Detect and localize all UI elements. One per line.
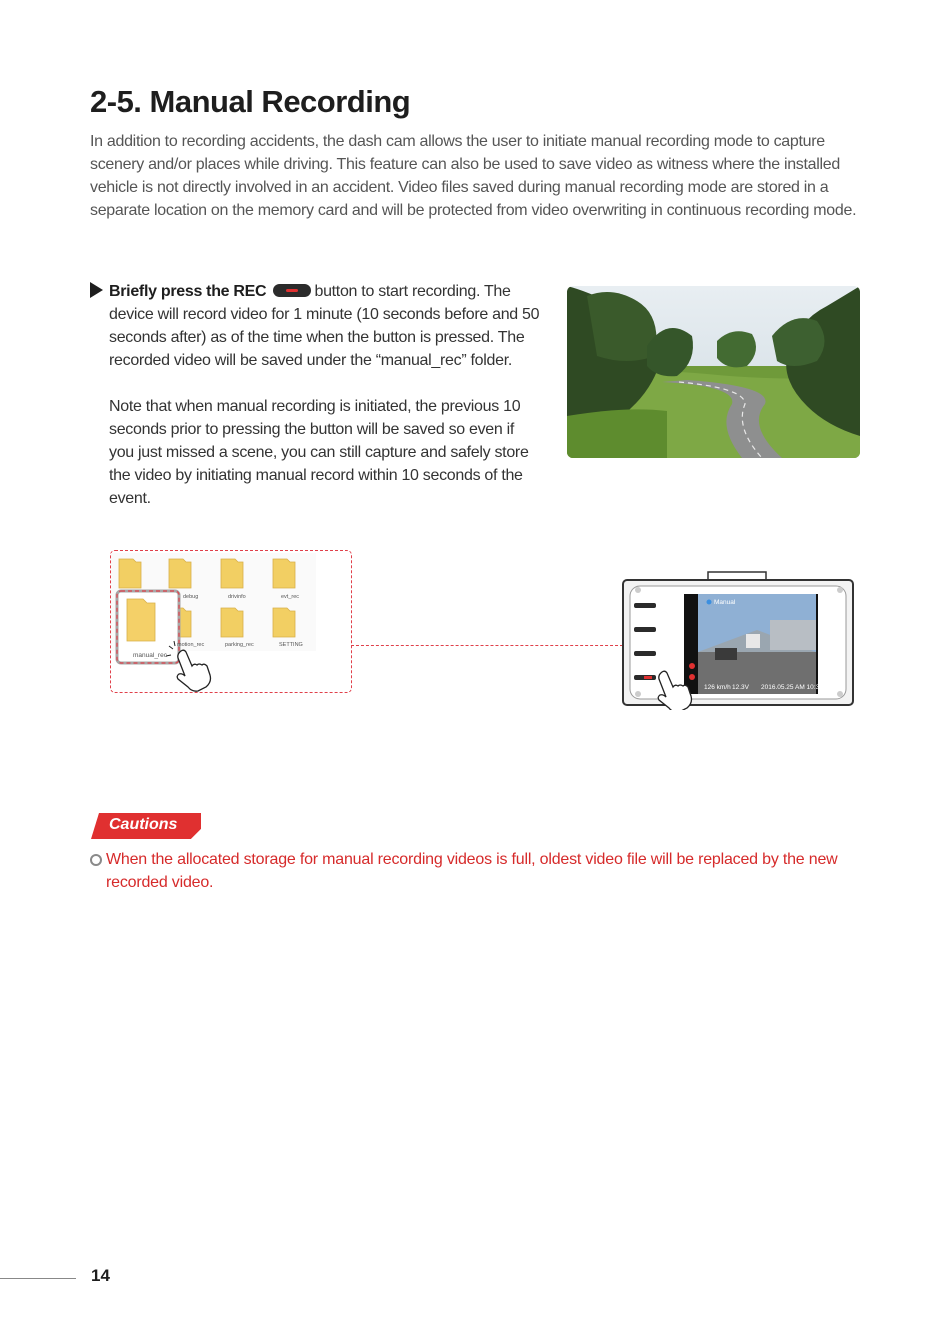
screen-voltage: 12.3V bbox=[732, 684, 749, 691]
screen-speed: 126 km/h bbox=[704, 684, 731, 691]
rec-button-icon bbox=[273, 284, 311, 297]
folder-label: drivinfo bbox=[228, 594, 246, 600]
cautions-label: Cautions bbox=[109, 816, 178, 833]
dashcam-device bbox=[620, 570, 856, 710]
folder-label: motion_rec bbox=[177, 642, 205, 648]
step-bold-text: Briefly press the REC bbox=[109, 283, 267, 300]
folder-label: evt_rec bbox=[281, 594, 300, 600]
folder-label: debug bbox=[183, 594, 199, 600]
intro-paragraph: In addition to recording accidents, the dash cam allows the user to initiate manual recording mode to capture scenery and/or places while driving. This feature can also be used to save video as witness where the installed vehicle is not directly involved in an accident. Video files saved during manual recording mode are stored in a separate location on the memory card and will be protected from video overwriting in continuous recording mode. bbox=[90, 133, 857, 219]
folder-label: parking_rec bbox=[225, 642, 254, 648]
triangle-bullet-icon bbox=[90, 282, 103, 298]
page-title: 2-5. Manual Recording bbox=[90, 84, 411, 119]
note-paragraph: Note that when manual recording is initiated, the previous 10 seconds prior to pressing the button will be saved so even if you just missed a scene, you can still capture and safely store the video by initiating manual record within 10 seconds of the event. bbox=[109, 398, 529, 507]
screen-mode-label: Manual bbox=[714, 599, 736, 606]
cautions-tag bbox=[91, 813, 201, 839]
manual-rec-folder-label: manual_rec bbox=[133, 652, 167, 659]
caution-item bbox=[90, 848, 860, 894]
page-number: 14 bbox=[91, 1266, 110, 1285]
circle-bullet-icon bbox=[90, 854, 102, 866]
dashed-connector-line bbox=[351, 645, 623, 646]
step-text: button to start recording. The device will record video for 1 minute (10 seconds before and 50 seconds after) as of the time when the button is pressed. The recorded video will be saved under the “manual_rec” folder. bbox=[109, 283, 540, 369]
caution-text: When the allocated storage for manual recording videos is full, oldest video file will be replaced by the new recorded video. bbox=[106, 851, 838, 891]
footer-rule bbox=[0, 1278, 76, 1279]
step-paragraph bbox=[109, 280, 540, 372]
folder-screenshot-box bbox=[110, 550, 352, 693]
screen-datetime: 2016.05.25 AM 10:30 bbox=[761, 684, 823, 691]
step-block bbox=[90, 280, 540, 510]
folder-label: SETTING bbox=[279, 642, 303, 648]
road-photo bbox=[567, 286, 860, 458]
